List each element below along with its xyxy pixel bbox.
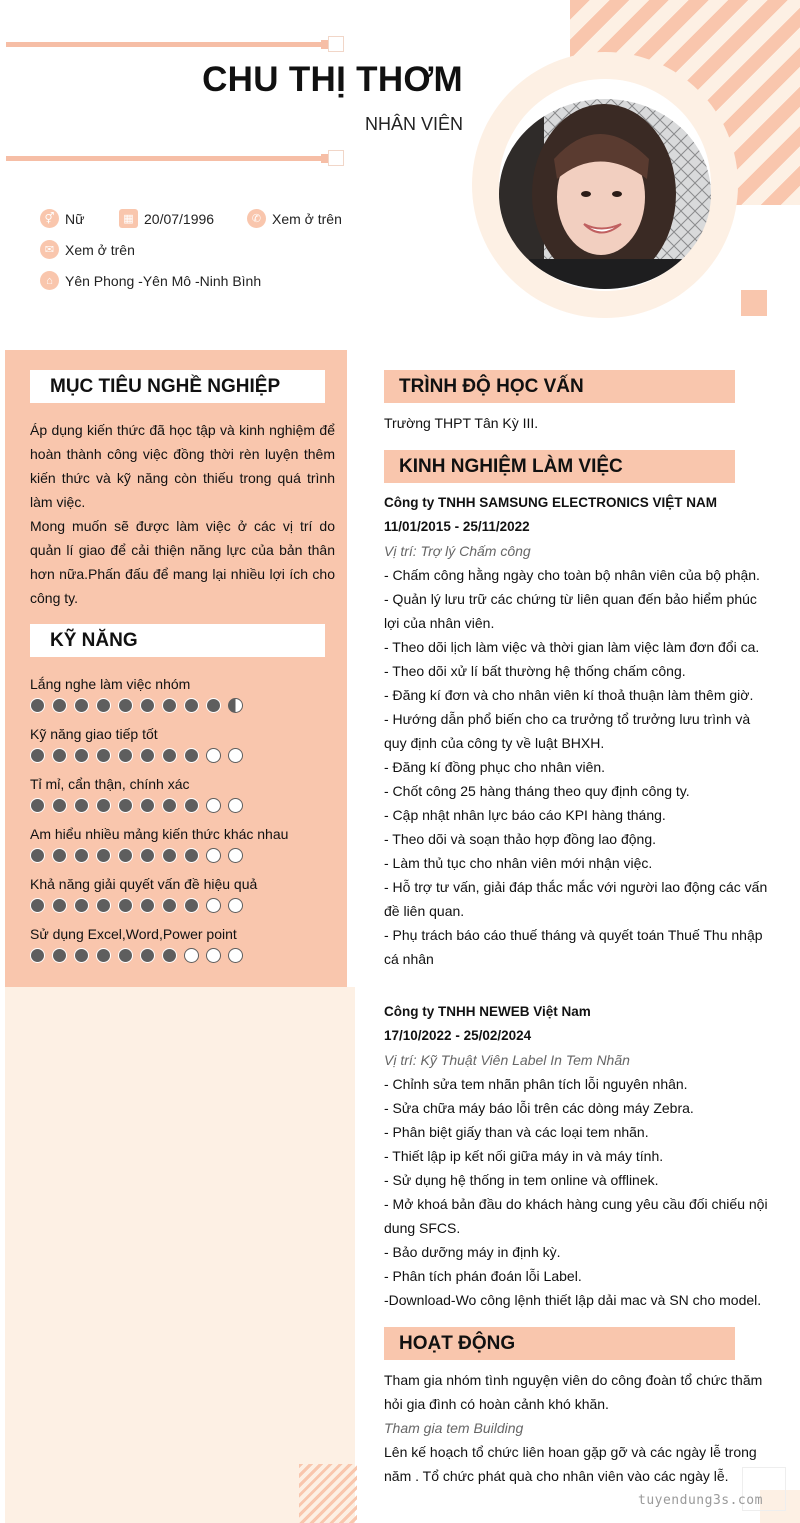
rating-dot bbox=[140, 698, 155, 713]
rating-dot bbox=[184, 948, 199, 963]
education-school: Trường THPT Tân Kỳ III. bbox=[384, 415, 539, 431]
job-duty: -Download-Wo công lệnh thiết lập dải mac và SN cho model. bbox=[384, 1292, 762, 1308]
rating-dot bbox=[140, 948, 155, 963]
activity-text: Tham gia nhóm tình nguyện viên do công đoàn tổ chức thăm hỏi gia đình có hoàn cảnh khó khăn. bbox=[384, 1372, 763, 1412]
skill-name: Kỹ năng giao tiếp tốt bbox=[30, 726, 158, 742]
rating-dot bbox=[74, 798, 89, 813]
job-duty: - Làm thủ tục cho nhân viên mới nhận việc. bbox=[384, 855, 653, 871]
rating-dot bbox=[118, 848, 133, 863]
rating-dot bbox=[74, 848, 89, 863]
rating-dot bbox=[206, 848, 221, 863]
job-duties bbox=[384, 563, 768, 971]
rating-dot bbox=[96, 798, 111, 813]
skill-item bbox=[30, 874, 330, 913]
skill-rating bbox=[30, 948, 330, 963]
address-text: Yên Phong -Yên Mô -Ninh Bình bbox=[65, 272, 262, 289]
header-bar-bottom bbox=[6, 156, 326, 161]
skill-item bbox=[30, 774, 330, 813]
objective-title: MỤC TIÊU NGHỀ NGHIỆP bbox=[30, 370, 325, 403]
rating-dot bbox=[52, 748, 67, 763]
rating-dot bbox=[140, 848, 155, 863]
rating-dot bbox=[228, 948, 243, 963]
rating-dot bbox=[52, 848, 67, 863]
rating-dot bbox=[140, 748, 155, 763]
rating-dot bbox=[206, 748, 221, 763]
job-duty: - Quản lý lưu trữ các chứng từ liên quan đến bảo hiểm phúc lợi của nhân viên. bbox=[384, 591, 757, 631]
candidate-title: NHÂN VIÊN bbox=[364, 114, 463, 134]
job-duty: - Cập nhật nhân lực báo cáo KPI hàng tháng. bbox=[384, 807, 666, 823]
activities-content bbox=[384, 1368, 768, 1488]
rating-dot bbox=[96, 848, 111, 863]
activity-subtitle: Tham gia tem Building bbox=[384, 1420, 524, 1436]
rating-dot bbox=[52, 898, 67, 913]
rating-dot bbox=[162, 798, 177, 813]
email-text: Xem ở trên bbox=[65, 241, 135, 258]
rating-dot bbox=[206, 698, 221, 713]
job-duty: - Chỉnh sửa tem nhãn phân tích lỗi nguyên nhân. bbox=[384, 1076, 688, 1092]
rating-dot bbox=[30, 898, 45, 913]
home-icon: ⌂ bbox=[40, 271, 59, 290]
rating-dot bbox=[228, 698, 243, 713]
skill-rating bbox=[30, 748, 330, 763]
rating-dot bbox=[96, 898, 111, 913]
job-duty: - Mở khoá bản đầu do khách hàng cung yêu cầu đối chiếu nội dung SFCS. bbox=[384, 1196, 768, 1236]
rating-dot bbox=[118, 898, 133, 913]
rating-dot bbox=[184, 848, 199, 863]
job-position: Vị trí: Trợ lý Chấm công bbox=[384, 543, 531, 559]
job-1 bbox=[384, 491, 768, 971]
rating-dot bbox=[162, 948, 177, 963]
rating-dot bbox=[74, 898, 89, 913]
rating-dot bbox=[140, 798, 155, 813]
skill-item bbox=[30, 724, 330, 763]
header-bar-top bbox=[6, 42, 326, 47]
rating-dot bbox=[96, 948, 111, 963]
skill-name: Lắng nghe làm việc nhóm bbox=[30, 676, 191, 692]
rating-dot bbox=[184, 798, 199, 813]
rating-dot bbox=[30, 798, 45, 813]
job-duty: - Sửa chữa máy báo lỗi trên các dòng máy Zebra. bbox=[384, 1100, 694, 1116]
rating-dot bbox=[30, 948, 45, 963]
calendar-icon: ▦ bbox=[119, 209, 138, 228]
skill-name: Sử dụng Excel,Word,Power point bbox=[30, 926, 237, 942]
rating-dot bbox=[74, 948, 89, 963]
job-duty: - Sử dụng hệ thống in tem online và offlinek. bbox=[384, 1172, 659, 1188]
job-duty: - Chấm công hằng ngày cho toàn bộ nhân viên của bộ phận. bbox=[384, 567, 760, 583]
job-duty: - Phụ trách báo cáo thuế tháng và quyết toán Thuế Thu nhập cá nhân bbox=[384, 927, 763, 967]
email-info bbox=[40, 240, 135, 259]
skill-name: Tỉ mỉ, cẩn thận, chính xác bbox=[30, 776, 190, 792]
avatar-frame bbox=[472, 52, 738, 318]
job-period: 17/10/2022 - 25/02/2024 bbox=[384, 1028, 532, 1043]
rating-dot bbox=[118, 748, 133, 763]
job-duty: - Đăng kí đồng phục cho nhân viên. bbox=[384, 759, 606, 775]
objective-paragraph: Mong muốn sẽ được làm việc ở các vị trí do quản lí giao để cải thiện năng lực của bản thân hơn nữa.Phấn đấu để mang lại nhiều lợi ích cho công ty. bbox=[30, 518, 335, 606]
job-duty: - Theo dõi lịch làm việc và thời gian làm việc làm đơn đổi ca. bbox=[384, 639, 760, 655]
job-2 bbox=[384, 1000, 768, 1312]
job-duty: - Phân biệt giấy than và các loại tem nhãn. bbox=[384, 1124, 649, 1140]
rating-dot bbox=[206, 948, 221, 963]
job-duty: - Hỗ trợ tư vấn, giải đáp thắc mắc với người lao động các vấn đề liên quan. bbox=[384, 879, 768, 919]
rating-dot bbox=[52, 698, 67, 713]
job-duty: - Đăng kí đơn và cho nhân viên kí thoả thuận làm thêm giờ. bbox=[384, 687, 754, 703]
rating-dot bbox=[74, 748, 89, 763]
avatar bbox=[499, 99, 711, 289]
skill-rating bbox=[30, 798, 330, 813]
activities-title: HOẠT ĐỘNG bbox=[384, 1327, 735, 1360]
job-duties bbox=[384, 1072, 768, 1312]
rating-dot bbox=[52, 798, 67, 813]
gender-text: Nữ bbox=[65, 210, 85, 227]
watermark: tuyendung3s.com bbox=[638, 1493, 763, 1508]
rating-dot bbox=[118, 698, 133, 713]
job-company: Công ty TNHH SAMSUNG ELECTRONICS VIỆT NAM bbox=[384, 495, 717, 510]
skill-rating bbox=[30, 898, 330, 913]
phone-info bbox=[247, 209, 342, 228]
rating-dot bbox=[52, 948, 67, 963]
gender-icon: ⚥ bbox=[40, 209, 59, 228]
rating-dot bbox=[118, 948, 133, 963]
job-duty: - Phân tích phán đoán lỗi Label. bbox=[384, 1268, 582, 1284]
skills-title: KỸ NĂNG bbox=[30, 624, 325, 657]
job-period: 11/01/2015 - 25/11/2022 bbox=[384, 519, 530, 534]
rating-dot bbox=[228, 848, 243, 863]
skill-item bbox=[30, 674, 330, 713]
rating-dot bbox=[118, 798, 133, 813]
rating-dot bbox=[184, 748, 199, 763]
rating-dot bbox=[162, 848, 177, 863]
skill-rating bbox=[30, 848, 330, 863]
left-panel-lower bbox=[5, 987, 355, 1523]
rating-dot bbox=[228, 748, 243, 763]
rating-dot bbox=[140, 898, 155, 913]
phone-text: Xem ở trên bbox=[272, 210, 342, 227]
activity-text: Lên kế hoạch tổ chức liên hoan gặp gỡ và các ngày lễ trong năm . Tổ chức phát quà cho nhân viên vào các ngày lễ. bbox=[384, 1444, 757, 1484]
skill-name: Khả năng giải quyết vấn đề hiệu quả bbox=[30, 876, 258, 892]
education-title: TRÌNH ĐỘ HỌC VẤN bbox=[384, 370, 735, 403]
rating-dot bbox=[30, 748, 45, 763]
birthdate-text: 20/07/1996 bbox=[144, 210, 215, 227]
rating-dot bbox=[206, 898, 221, 913]
job-position: Vị trí: Kỹ Thuật Viên Label In Tem Nhãn bbox=[384, 1052, 630, 1068]
experience-title: KINH NGHIỆM LÀM VIỆC bbox=[384, 450, 735, 483]
rating-dot bbox=[228, 798, 243, 813]
job-duty: - Chốt công 25 hàng tháng theo quy định công ty. bbox=[384, 783, 690, 799]
rating-dot bbox=[184, 898, 199, 913]
rating-dot bbox=[30, 698, 45, 713]
rating-dot bbox=[96, 748, 111, 763]
gender-info bbox=[40, 209, 84, 228]
objective-paragraph: Áp dụng kiến thức đã học tập và kinh nghiệm để hoàn thành công việc đồng thời rèn luyện thêm kiến thức và kỹ năng còn thiếu trong quá trình làm việc. bbox=[30, 422, 335, 510]
header-bar-bottom-box bbox=[328, 150, 344, 166]
rating-dot bbox=[206, 798, 221, 813]
rating-dot bbox=[162, 698, 177, 713]
skill-rating bbox=[30, 698, 330, 713]
header-bar-top-box bbox=[328, 36, 344, 52]
skill-name: Am hiểu nhiều mảng kiến thức khác nhau bbox=[30, 826, 289, 842]
email-icon: ✉ bbox=[40, 240, 59, 259]
phone-icon: ✆ bbox=[247, 209, 266, 228]
objective-text bbox=[30, 418, 335, 610]
address-info bbox=[40, 271, 261, 290]
job-duty: - Theo dõi xử lí bất thường hệ thống chấm công. bbox=[384, 663, 686, 679]
rating-dot bbox=[96, 698, 111, 713]
square-decoration bbox=[741, 290, 767, 316]
job-duty: - Thiết lập ip kết nối giữa máy in và máy tính. bbox=[384, 1148, 664, 1164]
rating-dot bbox=[184, 698, 199, 713]
rating-dot bbox=[162, 898, 177, 913]
job-duty: - Theo dõi và soạn thảo hợp đồng lao động. bbox=[384, 831, 657, 847]
skill-item bbox=[30, 824, 330, 863]
birthdate-info bbox=[119, 209, 214, 228]
rating-dot bbox=[228, 898, 243, 913]
job-duty: - Bảo dưỡng máy in định kỳ. bbox=[384, 1244, 561, 1260]
skill-item bbox=[30, 924, 330, 963]
candidate-name: CHU THỊ THƠM bbox=[202, 60, 463, 99]
rating-dot bbox=[162, 748, 177, 763]
job-duty: - Hướng dẫn phổ biến cho ca trưởng tổ trưởng lưu trình và quy định của công ty về luật BHXH. bbox=[384, 711, 751, 751]
hatch-decoration bbox=[299, 1464, 357, 1523]
rating-dot bbox=[30, 848, 45, 863]
rating-dot bbox=[74, 698, 89, 713]
job-company: Công ty TNHH NEWEB Việt Nam bbox=[384, 1004, 591, 1019]
